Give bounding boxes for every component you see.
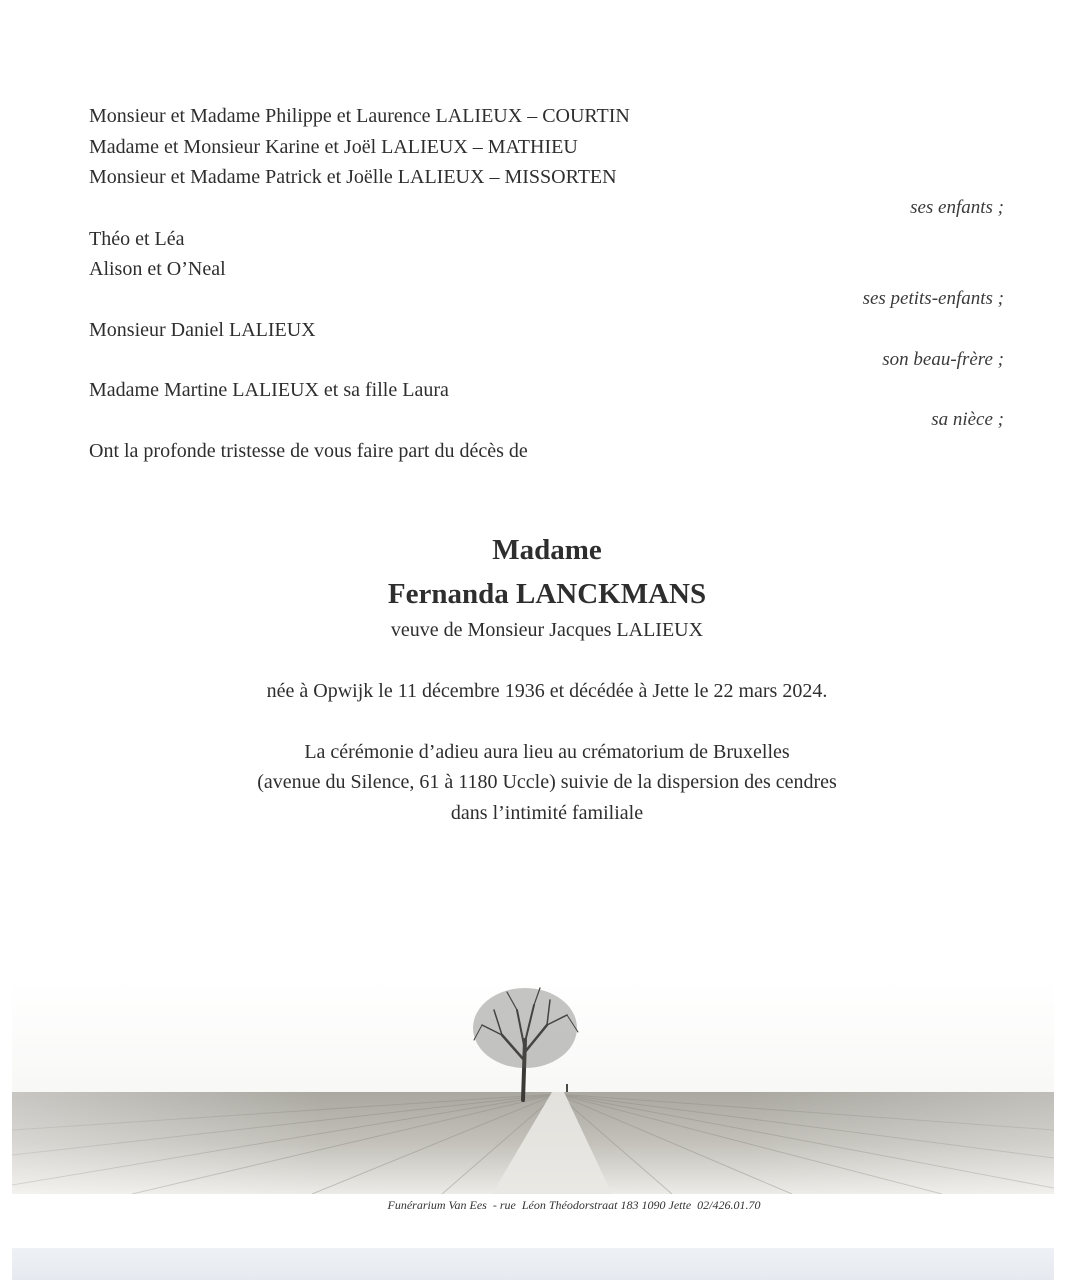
- brother-in-law-role: son beau-frère ;: [882, 349, 1004, 370]
- niece-role: sa nièce ;: [931, 409, 1004, 430]
- deceased-title: Madame: [492, 534, 602, 566]
- ceremony-line-2: (avenue du Silence, 61 à 1180 Uccle) suivie de la dispersion des cendres: [257, 771, 837, 793]
- funeral-home-footer: Funérarium Van Ees - rue Léon Théodorstraat 183 1090 Jette 02/426.01.70: [387, 1198, 761, 1212]
- grandchild-line-1: Théo et Léa: [89, 228, 185, 250]
- widow-of-line: veuve de Monsieur Jacques LALIEUX: [390, 619, 704, 641]
- announcement-line: Ont la profonde tristesse de vous faire part du décès de: [89, 440, 528, 462]
- grandchild-line-2: Alison et O’Neal: [89, 258, 226, 280]
- dates-line: née à Opwijk le 11 décembre 1936 et décédée à Jette le 22 mars 2024.: [266, 680, 828, 702]
- tree-landscape-image: [12, 980, 1054, 1194]
- bottom-scan-band: [12, 1248, 1054, 1280]
- children-role: ses enfants ;: [910, 197, 1004, 218]
- grandchildren-role: ses petits-enfants ;: [862, 288, 1004, 309]
- ceremony-line-3: dans l’intimité familiale: [450, 802, 644, 824]
- child-line-2: Madame et Monsieur Karine et Joël LALIEUX – MATHIEU: [89, 136, 578, 158]
- ceremony-line-1: La cérémonie d’adieu aura lieu au crématorium de Bruxelles: [304, 741, 790, 763]
- brother-in-law-line: Monsieur Daniel LALIEUX: [89, 319, 316, 341]
- child-line-3: Monsieur et Madame Patrick et Joëlle LALIEUX – MISSORTEN: [89, 166, 617, 188]
- deceased-name: Fernanda LANCKMANS: [387, 578, 707, 610]
- child-line-1: Monsieur et Madame Philippe et Laurence LALIEUX – COURTIN: [89, 105, 630, 127]
- niece-line: Madame Martine LALIEUX et sa fille Laura: [89, 379, 449, 401]
